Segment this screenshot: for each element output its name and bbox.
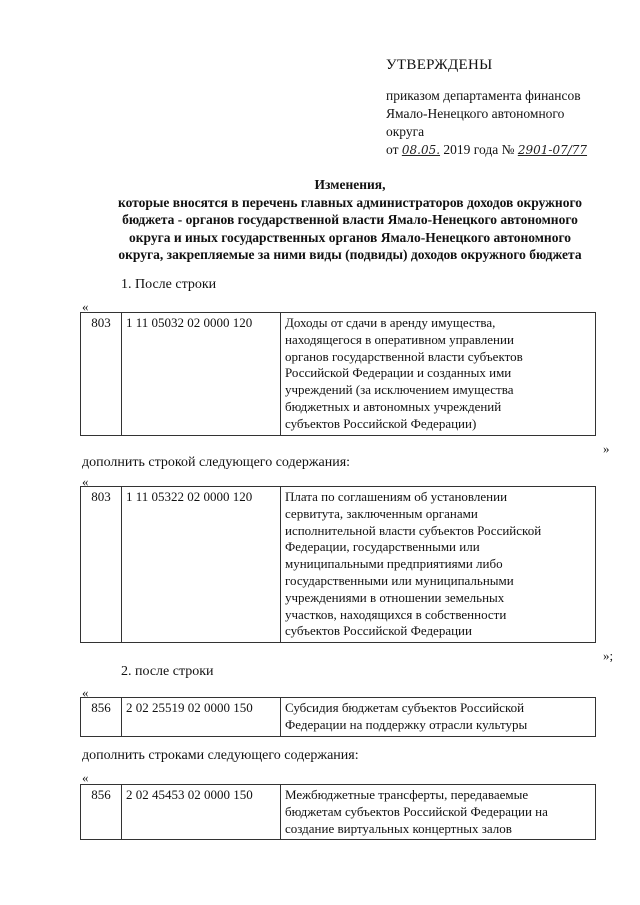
description-line: Межбюджетные трансферты, передаваемые	[285, 787, 529, 802]
description-line: бюджетам субъектов Российской Федерации на	[285, 803, 548, 819]
admin-code-cell: 803	[81, 313, 122, 436]
description-line: бюджетных и автономных учреждений	[285, 398, 502, 414]
date-handwritten: 08.05.	[401, 143, 441, 157]
revenue-table-1b	[80, 486, 596, 643]
description-line: находящегося в оперативном управлении	[285, 331, 514, 347]
table-row	[81, 698, 596, 737]
section-2-after: дополнить строками следующего содержания:	[82, 748, 359, 763]
approval-date-line	[386, 141, 587, 159]
table-row	[81, 785, 596, 840]
description-line: органов государственной власти субъектов	[285, 348, 523, 364]
approval-line-1: приказом департамента финансов	[386, 88, 581, 103]
description-line: исполнительной власти субъектов Российской	[285, 522, 542, 538]
description-cell	[281, 487, 596, 643]
table-row	[81, 487, 596, 643]
date-prefix: от	[386, 142, 399, 157]
description-line: субъектов Российской Федерации	[285, 623, 472, 639]
description-cell	[281, 313, 596, 436]
heading-line-2: которые вносятся в перечень главных администраторов доходов окружного	[117, 194, 582, 210]
document-heading	[70, 176, 630, 264]
close-quote: »	[603, 441, 610, 456]
open-quote: «	[82, 770, 89, 785]
description-line: Субсидия бюджетам субъектов Российской	[285, 700, 525, 715]
revenue-table-1a	[80, 312, 596, 436]
description-line: субъектов Российской Федерации)	[285, 415, 477, 431]
date-middle: 2019 года №	[443, 142, 515, 157]
description-line: Плата по соглашениям об установлении	[285, 489, 508, 504]
description-line: Федерации на поддержку отрасли культуры	[285, 716, 528, 732]
heading-line-3: бюджета - органов государственной власти Ямало-Ненецкого автономного	[122, 212, 578, 227]
approval-line-3: округа	[386, 124, 425, 139]
description-line: сервитута, заключенным органами	[285, 505, 478, 521]
description-line: Федерации, государственными или	[285, 539, 480, 555]
heading-line-5: округа, закрепляемые за ними виды (подвиды) доходов окружного бюджета	[118, 247, 582, 262]
section-2-intro: 2. после строки	[121, 664, 214, 679]
heading-line-1: Изменения,	[314, 177, 386, 192]
revenue-code-cell: 1 11 05322 02 0000 120	[122, 487, 281, 643]
description-line: муниципальными предприятиями либо	[285, 556, 503, 572]
description-line: государственными или муниципальными	[285, 572, 514, 588]
description-line: Доходы от сдачи в аренду имущества,	[285, 315, 496, 330]
admin-code-cell: 803	[81, 487, 122, 643]
table-row	[81, 313, 596, 436]
description-line: учреждениями в отношении земельных	[285, 589, 505, 605]
close-quote: »;	[603, 648, 614, 663]
revenue-table-2b	[80, 784, 596, 840]
open-quote: «	[82, 299, 89, 314]
open-quote: «	[82, 685, 89, 700]
description-line: участков, находящихся в собственности	[285, 606, 507, 622]
description-line: создание виртуальных концертных залов	[285, 820, 512, 836]
description-cell	[281, 698, 596, 737]
revenue-code-cell: 1 11 05032 02 0000 120	[122, 313, 281, 436]
approval-line-2: Ямало-Ненецкого автономного	[386, 106, 565, 121]
open-quote: «	[82, 474, 89, 489]
heading-line-4: округа и иных государственных органов Ямало-Ненецкого автономного	[128, 229, 571, 245]
description-cell	[281, 785, 596, 840]
admin-code-cell: 856	[81, 698, 122, 737]
revenue-code-cell: 2 02 25519 02 0000 150	[122, 698, 281, 737]
section-1-after: дополнить строкой следующего содержания:	[82, 455, 351, 470]
description-line: учреждений (за исключением имущества	[285, 382, 514, 398]
approval-title: УТВЕРЖДЕНЫ	[386, 57, 493, 73]
revenue-code-cell: 2 02 45453 02 0000 150	[122, 785, 281, 840]
revenue-table-2a	[80, 697, 596, 737]
section-1-intro: 1. После строки	[121, 277, 217, 292]
number-handwritten: 2901-07/77	[517, 143, 588, 157]
description-line: Российской Федерации и созданных ими	[285, 365, 512, 381]
admin-code-cell: 856	[81, 785, 122, 840]
